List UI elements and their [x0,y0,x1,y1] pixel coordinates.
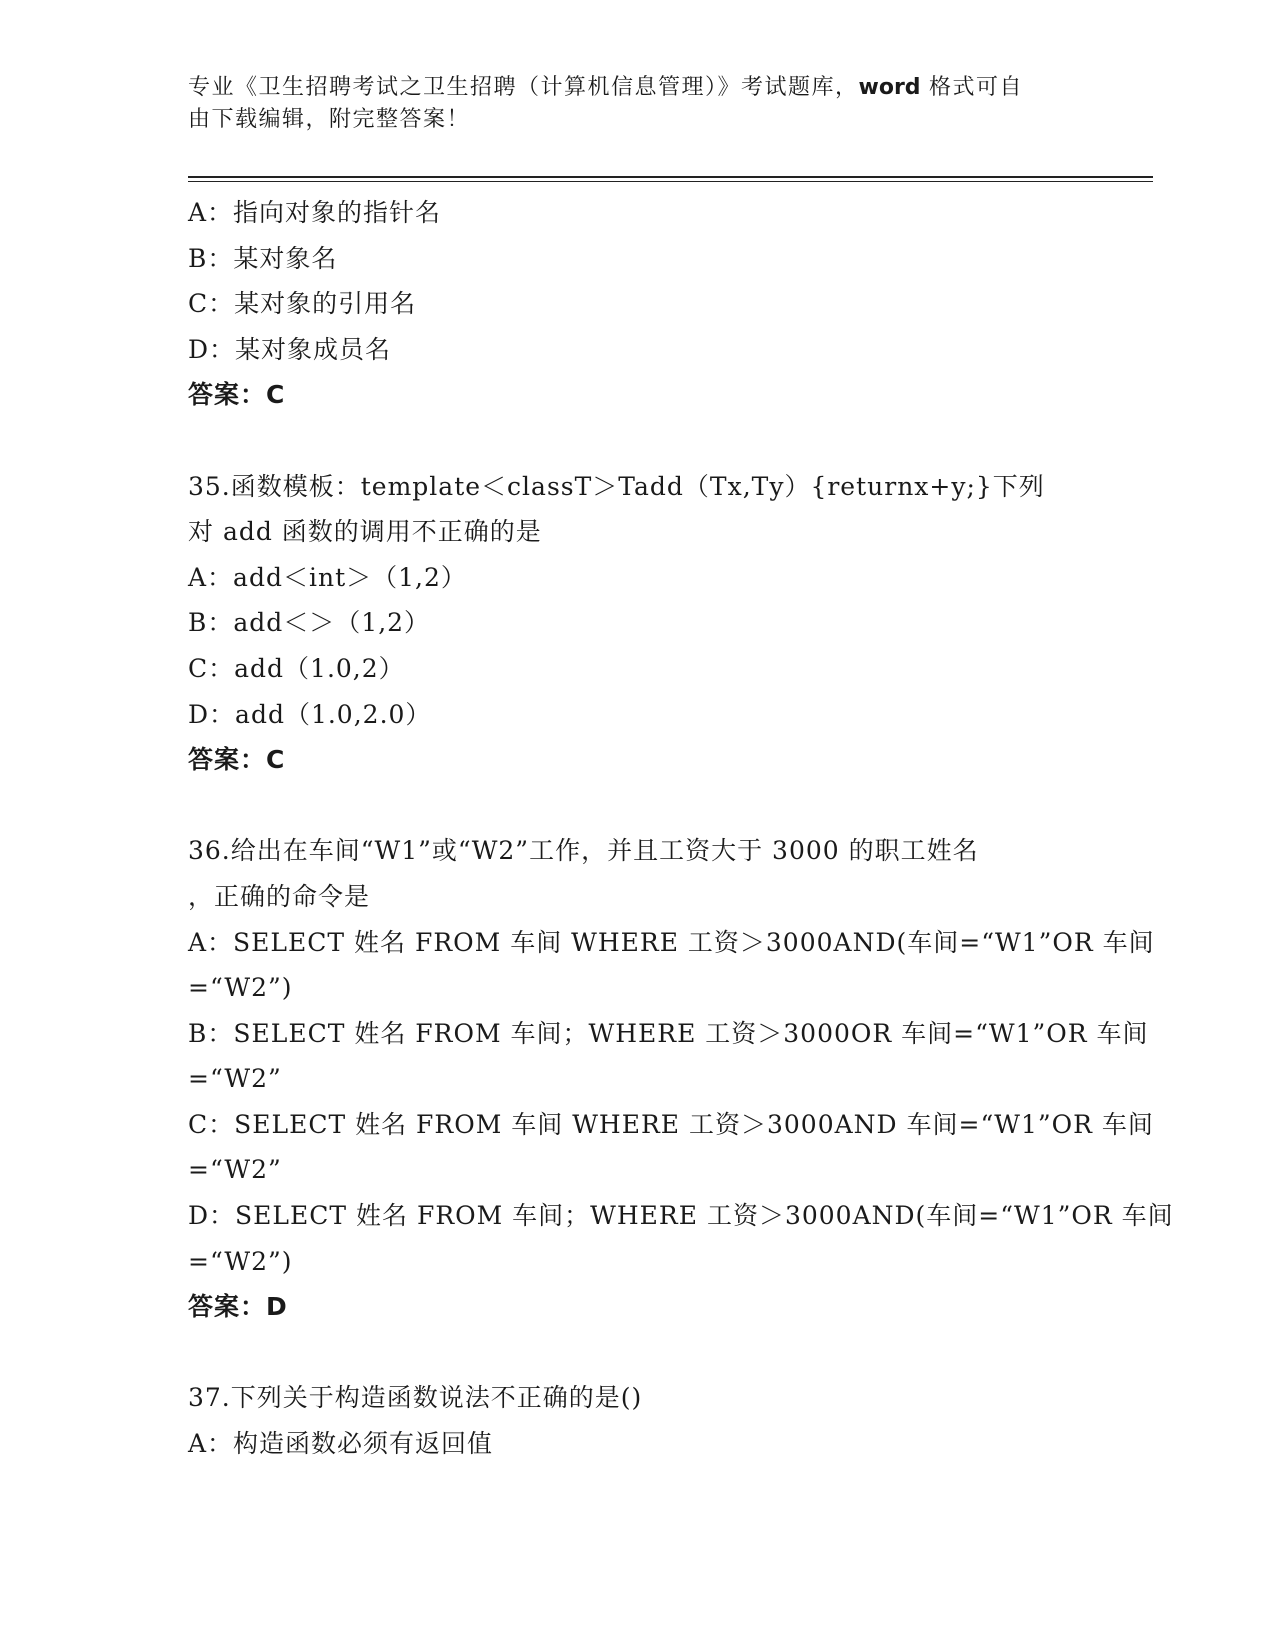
q37-option-a: A：构造函数必须有返回值 [188,1429,494,1459]
q34-option-c: C：某对象的引用名 [188,289,417,319]
q37-stem-line-1: 37.下列关于构造函数说法不正确的是() [188,1383,643,1413]
q35-answer: 答案：C [188,745,286,775]
q36-option-d-line-2: =“W2”) [188,1246,293,1276]
header-line-1-keyword: word [858,75,921,100]
header-divider-thin [188,181,1153,182]
question-34 [188,190,1088,418]
q36-option-a-line-1: A：SELECT 姓名 FROM 车间 WHERE 工资＞3000AND(车间=“W1”OR 车间 [188,927,1155,957]
q35-option-d: D：add（1.0,2.0） [188,699,432,729]
q34-option-b: B：某对象名 [188,243,338,273]
q36-stem-line-1: 36.给出在车间“W1”或“W2”工作，并且工资大于 3000 的职工姓名 [188,836,979,866]
header-divider-thick [188,176,1153,178]
header-line-2: 由下载编辑，附完整答案！ [188,107,471,132]
q36-answer: 答案：D [188,1292,288,1322]
q36-option-b-line-1: B：SELECT 姓名 FROM 车间；WHERE 工资＞3000OR 车间=“W1”OR 车间 [188,1018,1149,1048]
spacer [188,418,1088,464]
q34-option-a: A：指向对象的指针名 [188,198,442,227]
q34-answer: 答案：C [188,380,286,410]
spacer [188,783,1088,829]
header-line-1-pre: 专业《卫生招聘考试之卫生招聘（计算机信息管理）》考试题库， [188,75,859,100]
q36-option-a-line-2: =“W2”) [188,973,293,1003]
question-36 [188,828,1174,1330]
q35-option-a: A：add＜int＞（1,2） [188,562,467,592]
question-list [188,190,1174,1467]
q34-option-d: D：某对象成员名 [188,334,392,364]
q35-stem-line-2: 对 add 函数的调用不正确的是 [188,517,542,547]
document-header [188,72,1068,136]
q36-option-b-line-2: =“W2” [188,1064,282,1094]
question-37 [188,1375,1088,1466]
header-line-1 [188,72,1068,104]
q36-stem-line-2: ，正确的命令是 [188,881,371,911]
q36-option-d-line-1: D：SELECT 姓名 FROM 车间；WHERE 工资＞3000AND(车间=“W1”OR 车间 [188,1201,1174,1231]
q36-option-c-line-1: C：SELECT 姓名 FROM 车间 WHERE 工资＞3000AND 车间=“W1”OR 车间 [188,1109,1154,1139]
question-35 [188,464,1088,783]
q35-option-b: B：add＜＞（1,2） [188,608,431,638]
spacer [188,1330,1088,1376]
header-line-1-post: 格式可自 [920,75,1024,100]
q36-option-c-line-2: =“W2” [188,1155,282,1185]
q35-option-c: C：add（1.0,2） [188,653,405,683]
q35-stem-line-1: 35.函数模板：template＜classT＞Tadd（Tx,Ty）{returnx+y;}下列 [188,471,1045,501]
